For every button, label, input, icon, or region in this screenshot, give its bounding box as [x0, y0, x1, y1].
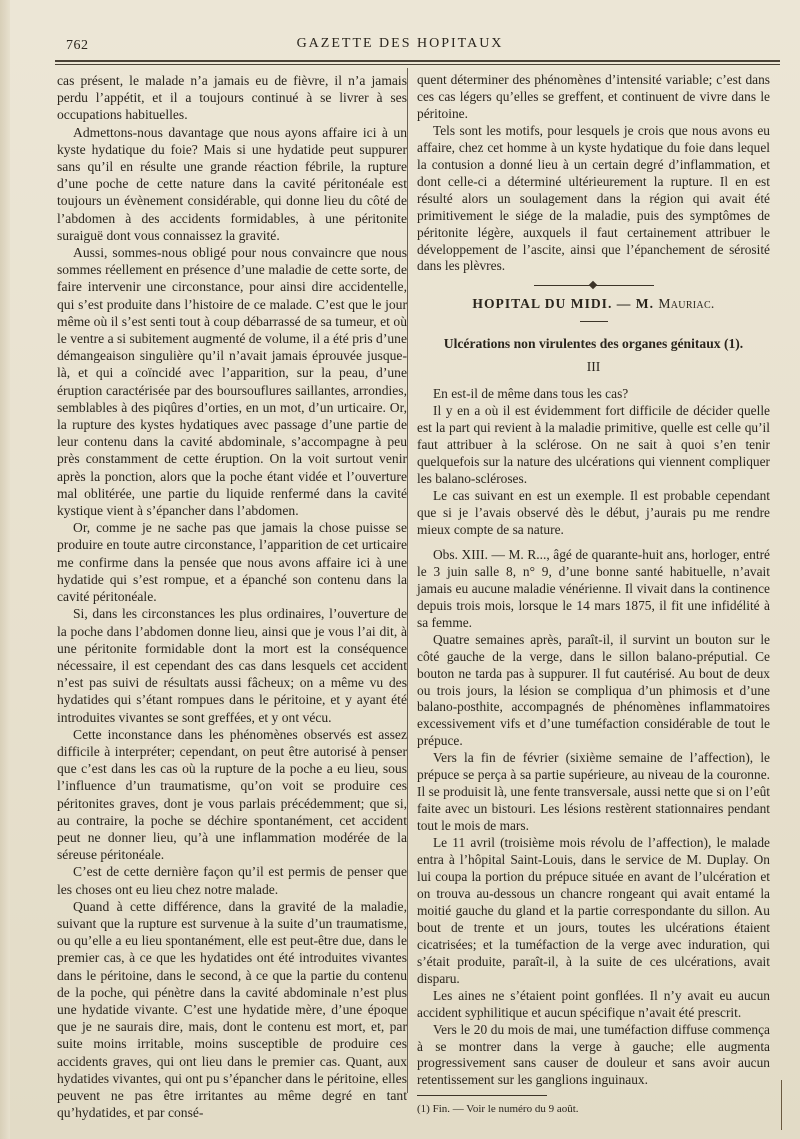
paragraph: Le 11 avril (troisième mois révolu de l’affection), le malade entra à l’hôpital Saint-Louis, dans le service de M. Duplay. On lui coupa la portion du prépuce située en avant de l’ulcération et on trouva au-dessous un chancre rongeant qui avait entamé la moitié gauche du gland et la partie correspondante du sillon. Au bout de trente et un jours, toutes les ulcérations étaient cicatrisées; et la tuméfaction de la verge avec induration, qui s’était produite, paraît-il, à la suite de ces ulcérations, avait disparu. [417, 835, 770, 986]
running-title: GAZETTE DES HOPITAUX [296, 36, 504, 51]
footnote: (1) Fin. — Voir le numéro du 9 août. [417, 1103, 579, 1116]
column-divider [407, 68, 408, 1093]
paragraph: Les aines ne s’étaient point gonflées. Il n’y avait eu aucun accident syphilitique et aucun spécifique n’avait été prescrit. [417, 987, 770, 1020]
paragraph: Tels sont les motifs, pour lesquels je crois que nous avons eu affaire, chez cet homme à un kyste hydatique du foie dans lequel la contusion a donné lieu à un certain degré d’inflammation, et dont celle-ci a déterminé ultérieurement la rupture. Il en est résulté alors un soulagement dans la région qui avait été primitivement le siége de la maladie, puis des symptômes de péritonite légère, auxquels il faut certainement attribuer le développement de l’ascite, ainsi que l’épanchement de sérosité dans les plèvres. [417, 122, 770, 274]
paragraph: cas présent, le malade n’a jamais eu de fièvre, il n’a jamais perdu l’appétit, et il a toujours continué à se livrer à ses occupations habituelles. [57, 73, 407, 123]
article-title: Ulcérations non virulentes des organes génitaux (1). [443, 336, 744, 352]
paragraph: Or, comme je ne sache pas que jamais la chose puisse se produire en toute autre circonstance, l’apparition de cet urticaire me confirme dans la pensée que nous avons affaire ici à une hydatide qui s’est rompue, et a épanché son contenu dans la cavité péritonéale. [57, 520, 407, 605]
section-separator [534, 285, 654, 286]
hospital-heading [417, 296, 770, 313]
paragraph: Quatre semaines après, paraît-il, il survint un bouton sur le côté gauche de la verge, dans le sillon balano-préputial. Ce bouton ne tarda pas à suppurer. Il fut cautérisé. Au bout de deux ou trois jours, la lésion se compliqua d’un phimosis et d’une balano-posthite, accompagnés de phénomènes inflammatoires excessivement vifs et d’une tuméfaction considérable de tout le prépuce. [417, 631, 770, 749]
spacer [417, 539, 770, 547]
page-number: 762 [66, 38, 89, 53]
header-rule [55, 60, 780, 62]
left-column [57, 72, 407, 1121]
paragraph: Le cas suivant en est un exemple. Il est probable cependant que si je l’avais observé dès le début, j’aurais pu me rendre mieux compte de sa nature. [417, 488, 770, 537]
hospital-heading-text: HOPITAL DU MIDI. — M. [472, 296, 654, 312]
paragraph: Admettons-nous davantage que nous ayons affaire ici à un kyste hydatique du foie? Mais si une hydatide peut suppurer sans qu’il en résulte une grande réaction fébrile, la rupture d’une poche de cette nature dans la cavité péritonéale est toujours un évènement considérable, qui donne lieu du côté de l’abdomen à des accidents formidables, à une péritonite suraiguë dont vous connaissez la gravité. [57, 124, 407, 243]
paragraph: En est-il de même dans tous les cas? [433, 386, 629, 402]
short-rule [580, 321, 608, 322]
right-column [417, 72, 770, 1116]
paper-mark [781, 1080, 782, 1130]
paragraph: Il y en a où il est évidemment fort difficile de décider quelle est la part qui revient à la maladie primitive, quelle est celle qu’il faut attribuer à la sclérose. On ne sait à quoi s’en tenir quelquefois sur la nature des ulcérations qui viennent compliquer les balano-scléroses. [417, 403, 770, 487]
header-rule-thin [55, 64, 780, 65]
paragraph: Si, dans les circonstances les plus ordinaires, l’ouverture de la poche dans l’abdomen donne lieu, ainsi que je vous l’ai dit, à une péritonite formidable dont la mort est la conséquence nécessaire, il est cependant des cas dans lesquels cet accident n’est pas suivi de résultats aussi fâcheux; on a même vu des hydatides qui s’étant rompues dans le péritoine, et y ayant été introduites vivantes se sont greffées, et y ont vécu. [57, 606, 407, 725]
paragraph: Vers la fin de février (sixième semaine de l’affection), le prépuce se perça à sa partie supérieure, au niveau de la couronne. Il se produisit là, une fente transversale, aussi nette que si on l’eût faite avec un bistouri. Les lésions restèrent stationnaires pendant tout le mois de mars. [417, 750, 770, 834]
observation-paragraph: Obs. XIII. — M. R..., âgé de quarante-huit ans, horloger, entré le 3 juin salle 8, n° 9, d’une bonne santé habituelle, n’avait jamais eu aucune maladie vénérienne. Il vivait dans la continence depuis trois mois, lorsque le 14 mars 1875, il fit une infidélité à sa femme. [417, 546, 770, 630]
page-edge-shadow [0, 0, 10, 1139]
paragraph: Aussi, sommes-nous obligé pour nous convaincre que nous sommes réellement en présence d’une maladie de cette sorte, de faire intervenir une circonstance, pour ainsi dire accidentelle, qui s’est produite dans l’histoire de ce malade. C’est que le jour même où il s’est senti tout à coup débarrassé de sa tumeur, et où le ventre a si subitement augmenté de volume, il a été pris d’une démangeaison singulière qu’il n’avait jamais éprouvée jusque-là, et qui a coïncidé avec l’apparition, sur la peau, d’une éruption caractérisée par des boursouflures saillantes, arrondies, semblables à des piqûres d’orties, en un mot, d’un urticaire. Or, la rupture des kystes hydatiques avec passage d’une partie de leur contenu dans la cavité abdominale, s’accompagne à peu près constamment de cette éruption. On la voit surtout venir après la ponction, alors que la poche étant vidée et l’ouverture mal oblitérée, une partie du liquide renfermé dans la cavité kystique vient à s’épancher dans l’abdomen. [57, 245, 407, 519]
paragraph: Cette inconstance dans les phénomènes observés est assez difficile à interpréter; cependant, on peut être autorisé à penser que c’est dans les cas où la rupture de la poche a eu lieu, sous l’influence d’un traumatisme, qu’on voit se produire ces péritonites graves, dont je vous parlais précédemment; que si, au contraire, la poche se déchire spontanément, cet accident peut ne donner lieu, qu’à une inflammation modérée de la séreuse péritonéale. [57, 726, 407, 863]
footnote-rule [417, 1095, 547, 1096]
paragraph: Vers le 20 du mois de mai, une tuméfaction diffuse commença à se montrer dans la verge à gauche; elle augmenta progressivement sans causer de douleur et sans avoir aucun retentissement sur les ganglions inguinaux. [417, 1021, 770, 1088]
section-number: III [586, 359, 601, 375]
paragraph: Quand à cette différence, dans la gravité de la maladie, suivant que la rupture est survenue à la suite d’un traumatisme, ou qu’elle a eu lieu spontanément, elle est peut-être due, dans le premier cas, à ce que les hydatides ont été introduites vivantes dans le péritoine, dans le second, à ce que la partie du contenu de la poche, qui pénètre dans la cavité abdominale n’est plus une hydatide vivante. C’est une hydatide mère, d’une époque que je ne saurais dire, mais, dont le contenu est mort, et, par suite moins irritable, moins susceptible de produire ces accidents graves, qui ont lieu dans le premier cas. Quant, aux hydatides vivantes, qui ont pu s’épancher dans le péritoine, elles peuvent ne pas être irritantes au même degré en tant qu’hydatides, et par consé- [57, 898, 407, 1121]
paragraph: C’est de cette dernière façon qu’il est permis de penser que les choses ont eu lieu chez notre malade. [57, 864, 407, 897]
hospital-physician: Mauriac. [658, 296, 715, 312]
paragraph: quent déterminer des phénomènes d’intensité variable; c’est dans ces cas légers qu’elles se greffent, et continuent de vivre dans le péritoine. [417, 72, 770, 121]
